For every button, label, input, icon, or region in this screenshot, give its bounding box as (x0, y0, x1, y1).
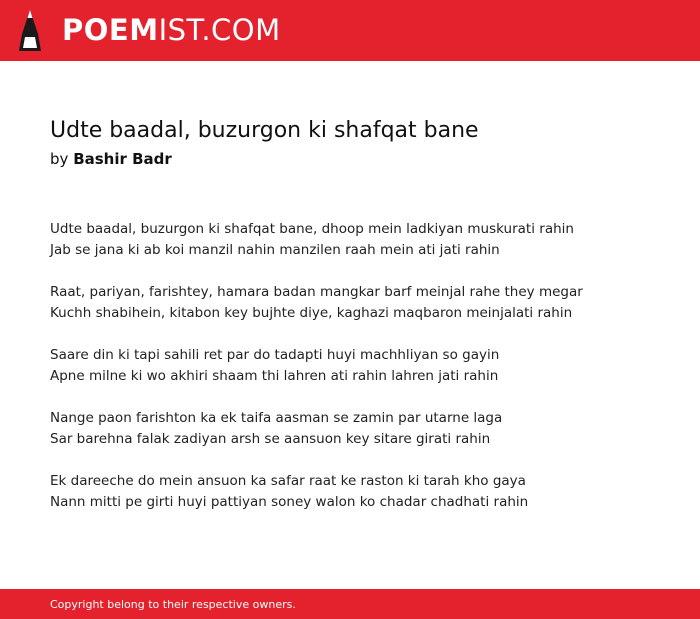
poem-line: Nange paon farishton ka ek taifa aasman se zamin par utarne laga (50, 410, 503, 426)
poem-body (50, 219, 670, 534)
poem-title: Udte baadal, buzurgon ki shafqat bane (50, 118, 479, 143)
author-name: Bashir Badr (73, 150, 172, 168)
copyright-notice: Copyright belong to their respective owners. (50, 598, 296, 611)
logo-light-text: IST.COM (158, 13, 281, 47)
site-header (0, 0, 700, 61)
poem-line: Udte baadal, buzurgon ki shafqat bane, dhoop mein ladkiyan muskurati rahin (50, 221, 574, 237)
poem-line: Apne milne ki wo akhiri shaam thi lahren ati rahin lahren jati rahin (50, 368, 499, 384)
byline (50, 149, 172, 169)
poem-line: Jab se jana ki ab koi manzil nahin manzilen raah mein ati jati rahin (50, 242, 500, 258)
site-logo[interactable] (62, 12, 281, 48)
logo-bold-text: POEM (62, 13, 159, 47)
site-footer (0, 589, 700, 619)
poem-line: Nann mitti pe girti huyi pattiyan soney walon ko chadar chadhati rahin (50, 494, 529, 510)
pencil-icon[interactable] (19, 10, 41, 51)
stanza (50, 345, 670, 387)
stanza (50, 282, 670, 324)
stanza (50, 408, 670, 450)
by-label: by (50, 150, 69, 168)
poem-line: Raat, pariyan, farishtey, hamara badan mangkar barf meinjal rahe they megar (50, 284, 583, 300)
poem-line: Kuchh shabihein, kitabon key bujhte diye, kaghazi maqbaron meinjalati rahin (50, 305, 573, 321)
poem-line: Ek dareeche do mein ansuon ka safar raat ke raston ki tarah kho gaya (50, 473, 526, 489)
poem-line: Saare din ki tapi sahili ret par do tadapti huyi machhliyan so gayin (50, 347, 500, 363)
stanza (50, 471, 670, 513)
stanza (50, 219, 670, 261)
poem-line: Sar barehna falak zadiyan arsh se aansuon key sitare girati rahin (50, 431, 491, 447)
